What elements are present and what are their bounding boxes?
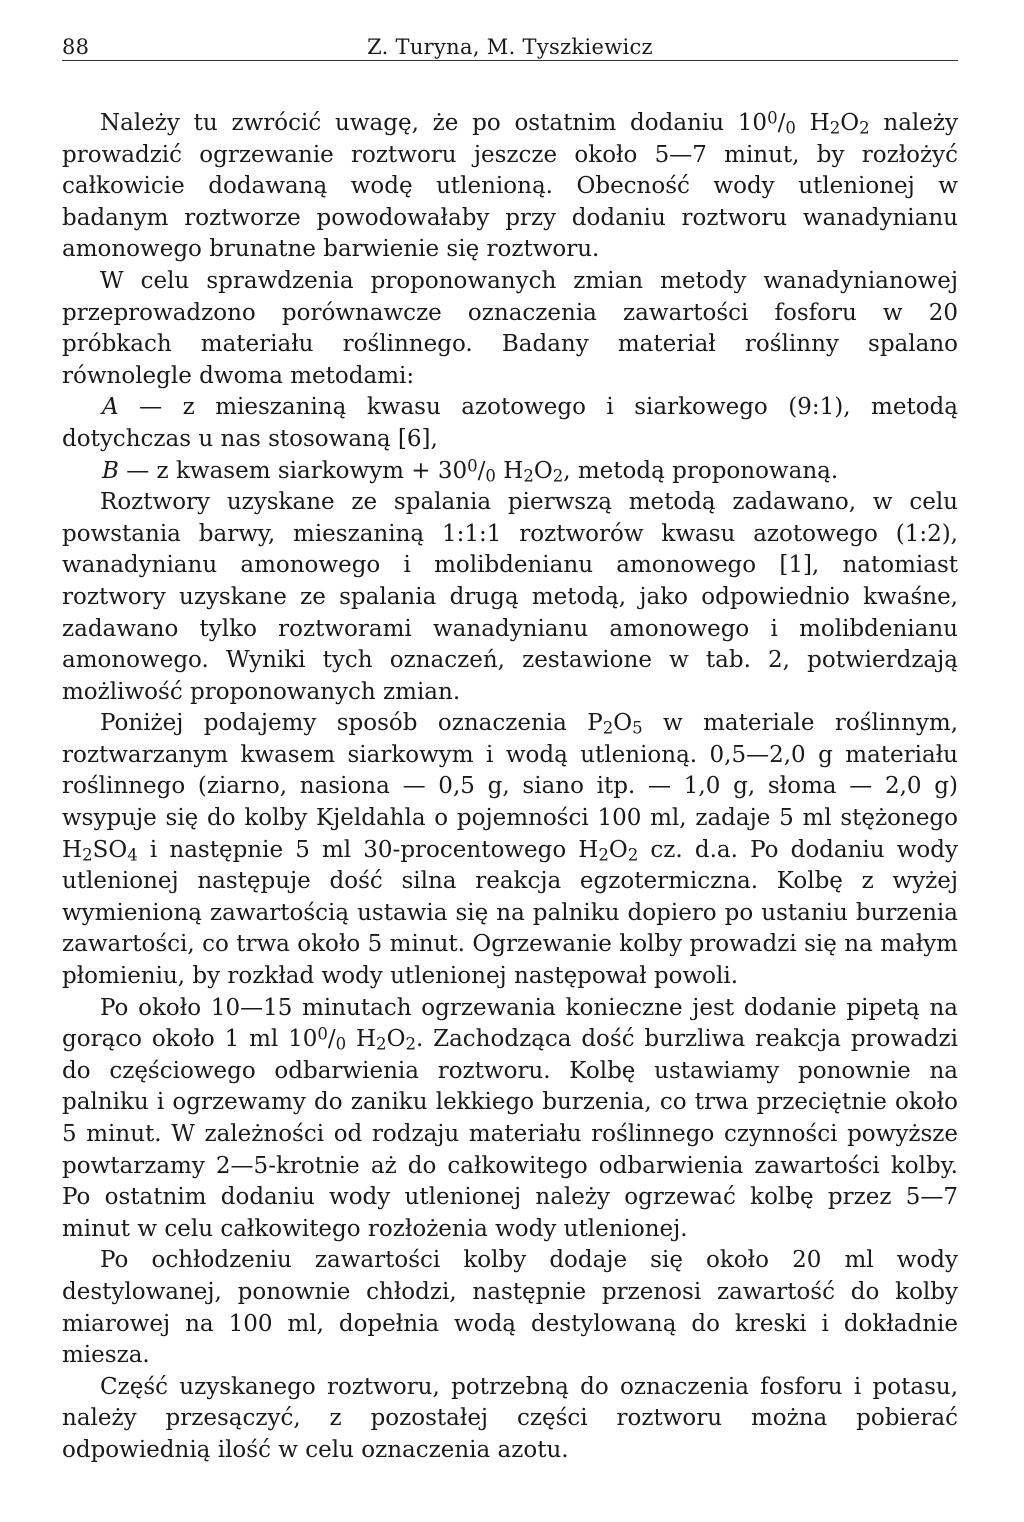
method-a-letter: A xyxy=(102,394,119,421)
method-b-letter: B xyxy=(102,457,119,484)
paragraph-6: Po ochłodzeniu zawartości kolby dodaje się około 20 ml wody destylowanej, ponownie chłodzi, następnie przenosi zawartość do kolby miarowej na 100 ml, dopełnia wodą destylowaną do kreski i dokładnie miesza. xyxy=(62,1247,958,1369)
paragraph-5: Po około 10—15 minutach ogrzewania konieczne jest dodanie pipetą na gorąco około 1 ml $10^0/_0$ $H_2O_2$. Zachodząca dość burzliwa reakcja prowadzi do częściowego odbarwienia roztworu. Kolbę ustawiamy ponownie na palniku i ogrzewamy do zaniku lekkiego burzenia, co trwa przeciętnie około 5 minut. W zależności od rodzaju materiału roślinnego czynności powyższe powtarzamy 2—5-krotnie aż do całkowitego odbarwienia zawartości kolby. Po ostatnim dodaniu wody utlenionej należy ogrzewać kolbę przez 5—7 minut w celu całkowitego rozłożenia wody utlenionej. xyxy=(62,994,958,1242)
paragraph-7: Część uzyskanego roztworu, potrzebną do oznaczenia fosforu i potasu, należy przesączyć, z pozostałej części roztworu można pobierać odpowiednią ilość w celu oznaczenia azotu. xyxy=(62,1373,958,1463)
paragraph-4: Poniżej podajemy sposób oznaczenia $P_2O_5$ w materiale roślinnym, roztwarzanym kwasem siarkowym i wodą utlenioną. 0,5—2,0 g materiału roślinnego (ziarno, nasiona — 0,5 g, siano itp. — 1,0 g, słoma — 2,0 g) wsypuje się do kolby Kjeldahla o pojemności 100 ml, zadaje 5 ml stężonego $H_2SO_4$ i następnie 5 ml 30-procentowego $H_2O_2$ cz. d.a. Po dodaniu wody utlenionej następuje dość silna reakcja egzotermiczna. Kolbę z wyżej wymienioną zawartością ustawia się na palniku dopiero po ustaniu burzenia zawartości, co trwa około 5 minut. Ogrzewanie kolby prowadzi się na małym płomieniu, by rozkład wody utlenionej następował powoli. xyxy=(62,710,959,990)
paragraph-1: Należy tu zwrócić uwagę, że po ostatnim dodaniu $10^0/_0$ $H_2O_2$ należy prowadzić ogrzewanie roztworu jeszcze około 5—7 minut, by rozłożyć całkowicie dodawaną wodę utlenioną. Obecność wody utlenionej w badanym roztworze powodowałaby przy dodaniu roztworu wanadynianu amonowego brunatne barwienie się roztworu. xyxy=(62,108,959,263)
page-header xyxy=(62,22,958,61)
body-text xyxy=(62,108,958,1467)
method-b-item: B — z kwasem siarkowym + $30^0/_0$ $H_2O_2$, metodą proponowaną. xyxy=(102,455,839,485)
running-title: Z. Turyna, M. Tyszkiewicz xyxy=(367,35,653,59)
page-number: 88 xyxy=(62,35,90,59)
paragraph-3: Roztwory uzyskane ze spalania pierwszą metodą zadawano, w celu powstania barwy, mieszaniną 1:1:1 roztworów kwasu azotowego (1:2), wanadynianu amonowego i molibdenianu amonowego [1], natomiast roztwory uzyskane ze spalania drugą metodą, jako odpowiednio kwaśne, zadawano tylko roztworami wanadynianu amonowego i molibdenianu amonowego. Wyniki tych oznaczeń, zestawione w tab. 2, potwierdzają możliwość proponowanych zmian. xyxy=(62,489,958,705)
method-a-item: A — z mieszaniną kwasu azotowego i siarkowego (9:1), metodą dotychczas u nas stosowaną [6], xyxy=(62,394,958,452)
paragraph-2: W celu sprawdzenia proponowanych zmian metody wanadynianowej przeprowadzono porównawcze oznaczenia zawartości fosforu w 20 próbkach materiału roślinnego. Badany materiał roślinny spalano równolegle dwoma metodami: xyxy=(62,267,958,389)
document-page xyxy=(62,22,958,1467)
